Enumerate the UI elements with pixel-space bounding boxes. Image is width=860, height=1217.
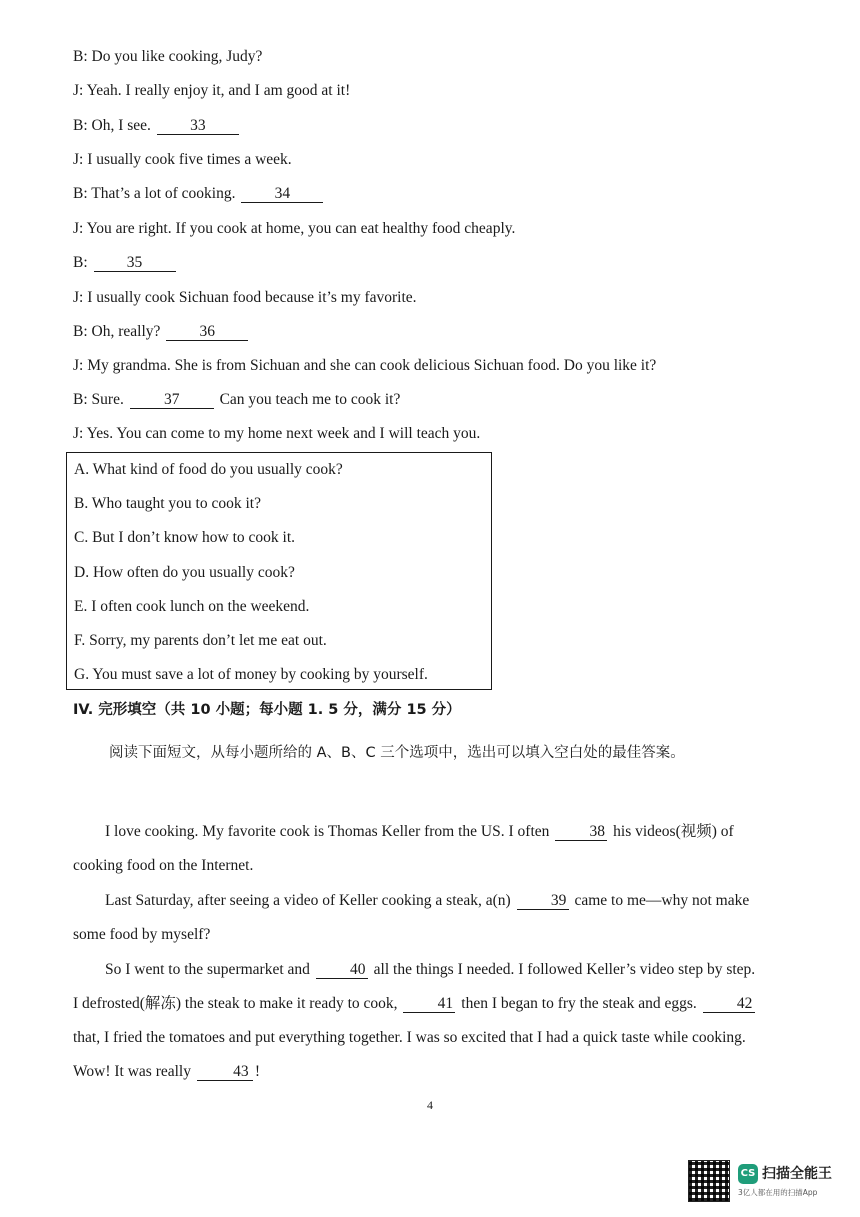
passage-paragraph-2: Last Saturday, after seeing a video of Keller cooking a steak, a(n) 39 came to me—why not make some food by myself? [73,892,750,943]
dialogue-line: B: That’s a lot of cooking. 34 [73,184,325,204]
answer-blank: 39 [517,892,569,910]
dialogue-line: J: You are right. If you cook at home, you can eat healthy food cheaply. [73,220,516,237]
option-g: G. You must save a lot of money by cooking by yourself. [74,666,428,683]
dialogue-line: B: Oh, I see. 33 [73,116,241,136]
dialogue-line: J: I usually cook Sichuan food because it’s my favorite. [73,289,417,306]
answer-blank: 43 [197,1063,253,1081]
dialogue-line: B: 35 [73,253,178,273]
option-f: F. Sorry, my parents don’t let me eat out. [74,632,327,649]
brand-name: 扫描全能王 [762,1166,832,1182]
option-d: D. How often do you usually cook? [74,564,295,581]
answer-blank: 36 [166,323,248,341]
option-b: B. Who taught you to cook it? [74,495,261,512]
option-a: A. What kind of food do you usually cook? [74,461,343,478]
dialogue-line: B: Oh, really? 36 [73,322,250,342]
option-c: C. But I don’t know how to cook it. [74,529,296,546]
brand-tagline: 3亿人都在用的扫描App [738,1188,818,1197]
dialogue-line: J: Yes. You can come to my home next week and I will teach you. [73,425,481,442]
dialogue-line: J: My grandma. She is from Sichuan and she can cook delicious Sichuan food. Do you like it? [73,357,657,374]
answer-blank: 33 [157,117,239,135]
dialogue-line: J: I usually cook five times a week. [73,151,292,168]
passage-paragraph-3: So I went to the supermarket and 40 all the things I needed. I followed Keller’s video step by step. I defrosted(解冻) the steak to make it ready to cook, 41 then I began to fry the steak and eggs. 42 that, I fried the tomatoes and put everything together. I was so excited that I had a quick taste while cooking. Wow! It was really 43 ! [73,961,756,1080]
answer-blank: 40 [316,961,368,979]
scanner-watermark [688,1160,838,1204]
qr-code-icon [688,1160,730,1202]
passage-paragraph-1: I love cooking. My favorite cook is Thomas Keller from the US. I often 38 his videos(视频) of cooking food on the Internet. [73,823,734,874]
camscanner-logo: CS [738,1164,758,1184]
options-box [66,452,492,690]
dialogue-line: B: Do you like cooking, Judy? [73,48,263,65]
answer-blank: 38 [555,823,607,841]
dialogue-line: B: Sure. 37 Can you teach me to cook it? [73,391,401,408]
section-instruction: 阅读下面短文，从每小题所给的 A、B、C 三个选项中，选出可以填入空白处的最佳答案。 [109,745,685,761]
answer-blank: 42 [703,995,755,1013]
answer-blank: 35 [94,254,176,272]
answer-blank: 41 [403,995,455,1013]
section-title: IV. 完形填空（共 10 小题；每小题 1. 5 分，满分 15 分） [73,702,461,718]
option-e: E. I often cook lunch on the weekend. [74,598,310,615]
answer-blank: 34 [241,185,323,203]
dialogue-line: J: Yeah. I really enjoy it, and I am good at it! [73,82,351,99]
page-number: 4 [427,1098,433,1112]
answer-blank: 37 [130,391,214,409]
